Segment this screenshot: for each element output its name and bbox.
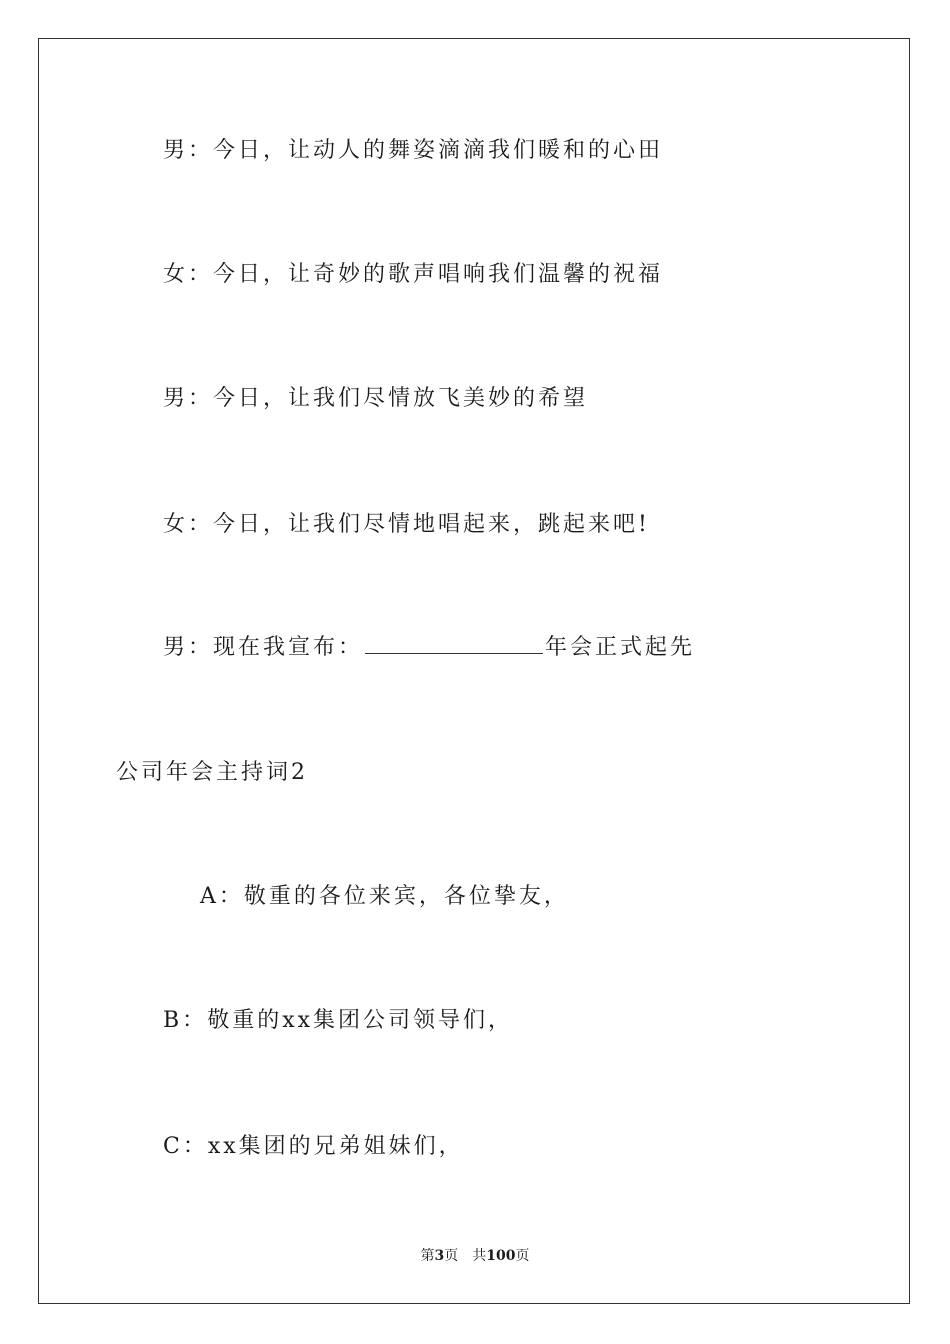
line-text-after-blank: 年会正式起先 (545, 635, 696, 660)
line-text: 今日，让我们尽情地唱起来，跳起来吧! (213, 512, 650, 537)
total-pages: 100 (486, 1248, 516, 1264)
speaker-colon: ： (182, 1134, 208, 1159)
speaker-colon: ： (188, 386, 214, 411)
line-text: 敬重的xx集团公司领导们， (207, 1008, 514, 1033)
page-frame (38, 38, 910, 1304)
speaker-label: A (200, 884, 219, 909)
line-text: 今日，让奇妙的歌声唱响我们温馨的祝福 (213, 262, 664, 287)
page-footer (0, 1246, 950, 1266)
line-text-before-blank: 现在我宣布： (213, 635, 364, 660)
speaker-label: 女 (163, 512, 189, 537)
speaker-label: B (163, 1008, 183, 1033)
speaker-label: 男 (163, 138, 189, 163)
section-title: 公司年会主持词2 (116, 760, 308, 785)
dialogue-line (163, 1006, 513, 1036)
page-prefix: 第 (420, 1248, 435, 1264)
dialogue-line (200, 882, 569, 912)
dialogue-line-announcement (163, 633, 695, 663)
dialogue-line (163, 384, 588, 414)
speaker-colon: ： (188, 262, 214, 287)
dialogue-line (163, 1132, 464, 1162)
speaker-label: C (163, 1134, 183, 1159)
speaker-colon: ： (188, 635, 214, 660)
speaker-label: 男 (163, 635, 189, 660)
line-text: xx集团的兄弟姐妹们， (207, 1134, 464, 1159)
speaker-colon: ： (188, 138, 214, 163)
speaker-label: 女 (163, 262, 189, 287)
speaker-colon: ： (218, 884, 244, 909)
dialogue-line (163, 510, 650, 540)
fill-in-blank (365, 633, 543, 654)
line-text: 敬重的各位来宾，各位挚友， (243, 884, 569, 909)
page-number: 3 (434, 1248, 445, 1264)
line-text: 今日，让我们尽情放飞美妙的希望 (213, 386, 589, 411)
dialogue-line (163, 260, 663, 290)
page-suffix: 页 (444, 1248, 459, 1264)
total-prefix: 共 (472, 1248, 487, 1264)
line-text: 今日，让动人的舞姿滴滴我们暖和的心田 (213, 138, 664, 163)
speaker-label: 男 (163, 386, 189, 411)
total-suffix: 页 (515, 1248, 530, 1264)
speaker-colon: ： (188, 512, 214, 537)
speaker-colon: ： (182, 1008, 208, 1033)
dialogue-line (163, 136, 663, 166)
